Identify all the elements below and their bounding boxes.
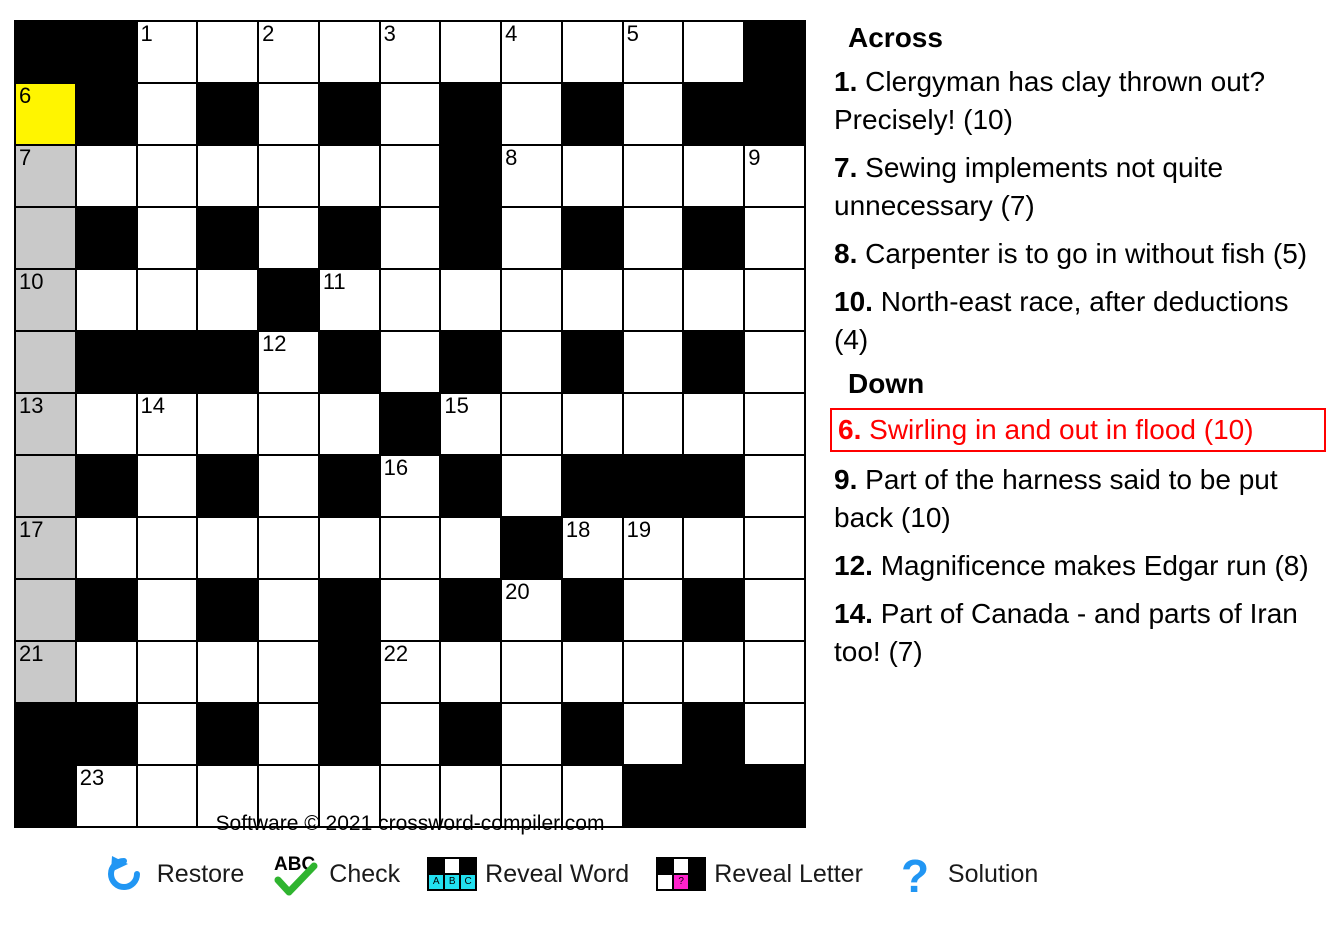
grid-cell[interactable] xyxy=(15,269,76,331)
grid-cell-block xyxy=(197,207,258,269)
grid-row xyxy=(15,145,805,207)
grid-cell-block xyxy=(744,83,805,145)
clue-number: 6. xyxy=(838,414,862,445)
clue-number: 1. xyxy=(834,66,858,97)
crossword-grid[interactable] xyxy=(14,20,806,828)
grid-cell[interactable] xyxy=(319,393,380,455)
grid-cell-block xyxy=(76,207,137,269)
grid-cell[interactable] xyxy=(76,641,137,703)
grid-row xyxy=(15,703,805,765)
clue-down-9[interactable] xyxy=(830,460,1326,538)
reveal-letter-label: Reveal Letter xyxy=(714,859,863,888)
grid-cell[interactable] xyxy=(562,641,623,703)
svg-text:ABC: ABC xyxy=(274,854,316,875)
reveal-word-icon xyxy=(428,850,476,898)
grid-cell[interactable] xyxy=(683,21,744,83)
grid-cell-number: 9 xyxy=(748,145,761,170)
grid-cell-block xyxy=(197,703,258,765)
grid-cell[interactable] xyxy=(258,393,319,455)
grid-cell-block xyxy=(744,21,805,83)
grid-cell-number: 22 xyxy=(383,641,409,666)
grid-row xyxy=(15,579,805,641)
toolbar xyxy=(14,850,1124,898)
grid-cell-block xyxy=(76,703,137,765)
question-mark-icon xyxy=(891,850,939,898)
reveal-word-label: Reveal Word xyxy=(485,859,630,888)
grid-cell[interactable] xyxy=(137,269,198,331)
grid-cell[interactable] xyxy=(440,641,501,703)
grid-cell[interactable] xyxy=(380,579,441,641)
grid-cell-block xyxy=(440,207,501,269)
grid-cell-number: 4 xyxy=(505,21,518,46)
grid-cell[interactable] xyxy=(562,269,623,331)
grid-cell[interactable] xyxy=(15,641,76,703)
grid-cell[interactable] xyxy=(683,641,744,703)
clue-down-12[interactable] xyxy=(830,546,1326,586)
grid-cell[interactable] xyxy=(623,517,684,579)
grid-cell[interactable] xyxy=(501,83,562,145)
grid-cell-number: 3 xyxy=(383,21,396,46)
grid-cell-block xyxy=(197,83,258,145)
grid-cell[interactable] xyxy=(623,393,684,455)
grid-row xyxy=(15,269,805,331)
grid-cell-block xyxy=(76,83,137,145)
grid-row xyxy=(15,393,805,455)
grid-cell[interactable] xyxy=(501,331,562,393)
grid-cell-number: 16 xyxy=(383,455,409,480)
grid-cell-number: 15 xyxy=(444,393,469,418)
grid-cell[interactable] xyxy=(258,517,319,579)
grid-cell-number: 8 xyxy=(505,145,518,170)
grid-cell[interactable] xyxy=(562,145,623,207)
grid-cell-number: 6 xyxy=(19,83,32,108)
clue-text: Part of Canada - and parts of Iran too! (7) xyxy=(834,598,1298,667)
grid-cell[interactable] xyxy=(380,21,441,83)
grid-cell-block xyxy=(562,331,623,393)
grid-cell-number: 11 xyxy=(322,269,346,294)
restore-label: Restore xyxy=(156,859,245,888)
grid-cell-cursor[interactable] xyxy=(15,83,76,145)
grid-cell[interactable] xyxy=(562,517,623,579)
grid-cell-block xyxy=(197,579,258,641)
grid-cell-number: 14 xyxy=(140,393,166,418)
grid-cell-block xyxy=(76,455,137,517)
grid-cell[interactable] xyxy=(137,393,198,455)
grid-cell[interactable] xyxy=(258,579,319,641)
grid-cell[interactable] xyxy=(501,21,562,83)
clue-across-8[interactable] xyxy=(830,234,1326,274)
grid-row xyxy=(15,21,805,83)
grid-cell[interactable] xyxy=(258,21,319,83)
grid-cell[interactable] xyxy=(744,455,805,517)
grid-cell-block xyxy=(319,207,380,269)
clue-number: 10. xyxy=(834,286,873,317)
clue-across-1[interactable] xyxy=(830,62,1326,140)
grid-cell-block xyxy=(683,331,744,393)
grid-cell-number: 1 xyxy=(140,21,153,46)
grid-cell[interactable] xyxy=(319,517,380,579)
grid-cell[interactable] xyxy=(440,517,501,579)
clue-across-7[interactable] xyxy=(830,148,1326,226)
grid-cell[interactable] xyxy=(501,393,562,455)
clue-text: Sewing implements not quite unnecessary (7) xyxy=(834,152,1224,221)
grid-cell-block xyxy=(562,703,623,765)
grid-cell[interactable] xyxy=(137,579,198,641)
grid-cell[interactable] xyxy=(683,393,744,455)
reveal-word-letter-b: B xyxy=(444,874,460,890)
grid-cell-block xyxy=(562,207,623,269)
restore-icon xyxy=(100,850,148,898)
grid-cell-block xyxy=(197,455,258,517)
grid-cell[interactable] xyxy=(744,393,805,455)
grid-cell[interactable] xyxy=(501,455,562,517)
grid-cell[interactable] xyxy=(623,21,684,83)
clue-number: 14. xyxy=(834,598,873,629)
grid-cell[interactable] xyxy=(76,393,137,455)
grid-cell[interactable] xyxy=(380,641,441,703)
grid-cell-block xyxy=(440,703,501,765)
grid-cell[interactable] xyxy=(623,579,684,641)
grid-cell[interactable] xyxy=(501,641,562,703)
grid-cell[interactable] xyxy=(137,703,198,765)
solution-button[interactable] xyxy=(891,850,1038,898)
grid-cell[interactable] xyxy=(744,269,805,331)
grid-cell[interactable] xyxy=(440,269,501,331)
grid-cell[interactable] xyxy=(623,145,684,207)
down-clue-list[interactable] xyxy=(830,408,1326,672)
grid-cell-block xyxy=(76,331,137,393)
grid-cell[interactable] xyxy=(440,21,501,83)
grid-cell-block xyxy=(683,207,744,269)
reveal-word-button[interactable] xyxy=(428,850,629,898)
grid-cell-block xyxy=(683,455,744,517)
grid-cell-block xyxy=(258,269,319,331)
grid-cell[interactable] xyxy=(137,21,198,83)
grid-cell[interactable] xyxy=(197,393,258,455)
grid-cell[interactable] xyxy=(258,455,319,517)
grid-cell[interactable] xyxy=(137,83,198,145)
clue-text: Magnificence makes Edgar run (8) xyxy=(880,550,1309,581)
grid-cell[interactable] xyxy=(15,207,76,269)
grid-cell-block xyxy=(683,703,744,765)
clue-text: Swirling in and out in flood (10) xyxy=(869,414,1254,445)
grid-cell-block xyxy=(319,579,380,641)
reveal-letter-glyph: ? xyxy=(673,874,689,890)
grid-row xyxy=(15,207,805,269)
grid-cell-number: 12 xyxy=(262,331,287,356)
grid-cell[interactable] xyxy=(76,517,137,579)
grid-cell[interactable] xyxy=(15,145,76,207)
grid-cell[interactable] xyxy=(258,207,319,269)
grid-cell-number: 5 xyxy=(626,21,639,46)
grid-cell[interactable] xyxy=(623,83,684,145)
grid-cell[interactable] xyxy=(137,641,198,703)
clue-number: 9. xyxy=(834,464,858,495)
grid-cell[interactable] xyxy=(623,207,684,269)
grid-cell[interactable] xyxy=(623,641,684,703)
grid-cell[interactable] xyxy=(258,703,319,765)
grid-cell-block xyxy=(623,455,684,517)
grid-cell[interactable] xyxy=(623,331,684,393)
grid-cell-block xyxy=(137,331,198,393)
clue-down-6[interactable] xyxy=(830,408,1326,452)
grid-cell[interactable] xyxy=(623,703,684,765)
grid-cell-block xyxy=(440,579,501,641)
grid-cell[interactable] xyxy=(440,393,501,455)
solution-label: Solution xyxy=(947,859,1039,888)
grid-cell-block xyxy=(76,579,137,641)
grid-cell[interactable] xyxy=(197,517,258,579)
grid-row xyxy=(15,455,805,517)
grid-cell[interactable] xyxy=(380,455,441,517)
check-button[interactable] xyxy=(272,850,400,898)
grid-cell-block xyxy=(319,331,380,393)
grid-cell[interactable] xyxy=(501,269,562,331)
grid-cell[interactable] xyxy=(15,579,76,641)
grid-cell[interactable] xyxy=(744,641,805,703)
grid-cell[interactable] xyxy=(76,269,137,331)
grid-cell[interactable] xyxy=(258,145,319,207)
down-heading: Down xyxy=(848,368,925,399)
grid-cell-block xyxy=(15,21,76,83)
grid-cell[interactable] xyxy=(380,331,441,393)
grid-cell[interactable] xyxy=(319,269,380,331)
grid-row xyxy=(15,641,805,703)
grid-cell-block xyxy=(319,455,380,517)
grid-cell[interactable] xyxy=(744,145,805,207)
grid-cell-block xyxy=(440,145,501,207)
grid-row xyxy=(15,517,805,579)
restore-button[interactable] xyxy=(100,850,245,898)
clue-number: 8. xyxy=(834,238,858,269)
grid-cell[interactable] xyxy=(258,641,319,703)
clue-number: 7. xyxy=(834,152,858,183)
grid-cell-block xyxy=(380,393,441,455)
grid-cell[interactable] xyxy=(683,269,744,331)
grid-cell[interactable] xyxy=(258,331,319,393)
clue-across-10[interactable] xyxy=(830,282,1326,360)
grid-cell[interactable] xyxy=(623,269,684,331)
grid-cell[interactable] xyxy=(380,83,441,145)
grid-cell-block xyxy=(15,703,76,765)
grid-cell[interactable] xyxy=(137,517,198,579)
grid-cell[interactable] xyxy=(197,145,258,207)
grid-cell[interactable] xyxy=(501,145,562,207)
clue-number: 12. xyxy=(834,550,873,581)
grid-cell-number: 7 xyxy=(19,145,32,170)
grid-cell[interactable] xyxy=(744,579,805,641)
grid-cell-block xyxy=(440,331,501,393)
grid-cell-number: 13 xyxy=(19,393,44,418)
grid-row xyxy=(15,331,805,393)
grid-cell[interactable] xyxy=(562,21,623,83)
across-clue-list[interactable] xyxy=(830,62,1326,360)
across-heading: Across xyxy=(848,22,943,53)
copyright-text: Software © 2021 crossword-compiler.com xyxy=(215,812,605,835)
grid-cell-block xyxy=(440,83,501,145)
grid-cell-block xyxy=(319,703,380,765)
reveal-letter-icon xyxy=(657,850,705,898)
grid-cell-number: 21 xyxy=(19,641,44,666)
grid-cell[interactable] xyxy=(76,145,137,207)
reveal-word-letter-a: A xyxy=(428,874,444,890)
grid-cell[interactable] xyxy=(744,517,805,579)
grid-cell[interactable] xyxy=(258,83,319,145)
grid-cell-number: 2 xyxy=(262,21,275,46)
grid-cell[interactable] xyxy=(380,145,441,207)
grid-cell[interactable] xyxy=(380,517,441,579)
reveal-letter-button[interactable] xyxy=(657,850,863,898)
clue-text: Part of the harness said to be put back (10) xyxy=(834,464,1278,533)
grid-cell-number: 18 xyxy=(565,517,591,542)
reveal-word-letter-c: C xyxy=(460,874,476,890)
grid-cell[interactable] xyxy=(380,207,441,269)
grid-cell-block xyxy=(562,579,623,641)
grid-cell-number: 20 xyxy=(505,579,530,604)
clues-panel xyxy=(830,18,1326,680)
grid-cell-block xyxy=(197,331,258,393)
grid-cell[interactable] xyxy=(137,145,198,207)
grid-cell-block xyxy=(501,517,562,579)
grid-cell[interactable] xyxy=(562,393,623,455)
grid-cell-number: 17 xyxy=(19,517,44,542)
grid-cell-number: 23 xyxy=(79,765,105,790)
grid-cell[interactable] xyxy=(197,21,258,83)
grid-cell[interactable] xyxy=(137,207,198,269)
grid-cell-number: 10 xyxy=(19,269,44,294)
check-icon xyxy=(272,850,320,898)
grid-cell-block xyxy=(76,21,137,83)
svg-text:?: ? xyxy=(900,850,930,898)
grid-cell[interactable] xyxy=(501,207,562,269)
grid-cell[interactable] xyxy=(319,145,380,207)
grid-cell[interactable] xyxy=(15,455,76,517)
grid-cell[interactable] xyxy=(15,517,76,579)
grid-cell[interactable] xyxy=(683,517,744,579)
grid-cell[interactable] xyxy=(744,207,805,269)
grid-cell-block xyxy=(562,455,623,517)
grid-cell[interactable] xyxy=(15,393,76,455)
grid-cell[interactable] xyxy=(380,703,441,765)
clue-text: Carpenter is to go in without fish (5) xyxy=(865,238,1308,269)
grid-cell[interactable] xyxy=(501,579,562,641)
grid-cell[interactable] xyxy=(15,331,76,393)
grid-cell-block xyxy=(683,83,744,145)
grid-cell[interactable] xyxy=(380,269,441,331)
grid-table[interactable] xyxy=(14,20,806,828)
grid-cell-block xyxy=(319,83,380,145)
grid-cell[interactable] xyxy=(137,455,198,517)
clue-down-14[interactable] xyxy=(830,594,1326,672)
grid-cell[interactable] xyxy=(501,703,562,765)
grid-cell-number: 19 xyxy=(626,517,652,542)
grid-cell-block xyxy=(562,83,623,145)
grid-cell[interactable] xyxy=(197,641,258,703)
grid-cell[interactable] xyxy=(683,145,744,207)
check-label: Check xyxy=(329,859,401,888)
clue-text: Clergyman has clay thrown out? Precisely! (10) xyxy=(834,66,1266,135)
clue-text: North-east race, after deductions (4) xyxy=(834,286,1289,355)
grid-cell[interactable] xyxy=(744,703,805,765)
grid-cell-block xyxy=(440,455,501,517)
grid-cell[interactable] xyxy=(197,269,258,331)
grid-row xyxy=(15,83,805,145)
grid-cell[interactable] xyxy=(319,21,380,83)
grid-cell-block xyxy=(319,641,380,703)
grid-cell[interactable] xyxy=(744,331,805,393)
grid-cell-block xyxy=(683,579,744,641)
